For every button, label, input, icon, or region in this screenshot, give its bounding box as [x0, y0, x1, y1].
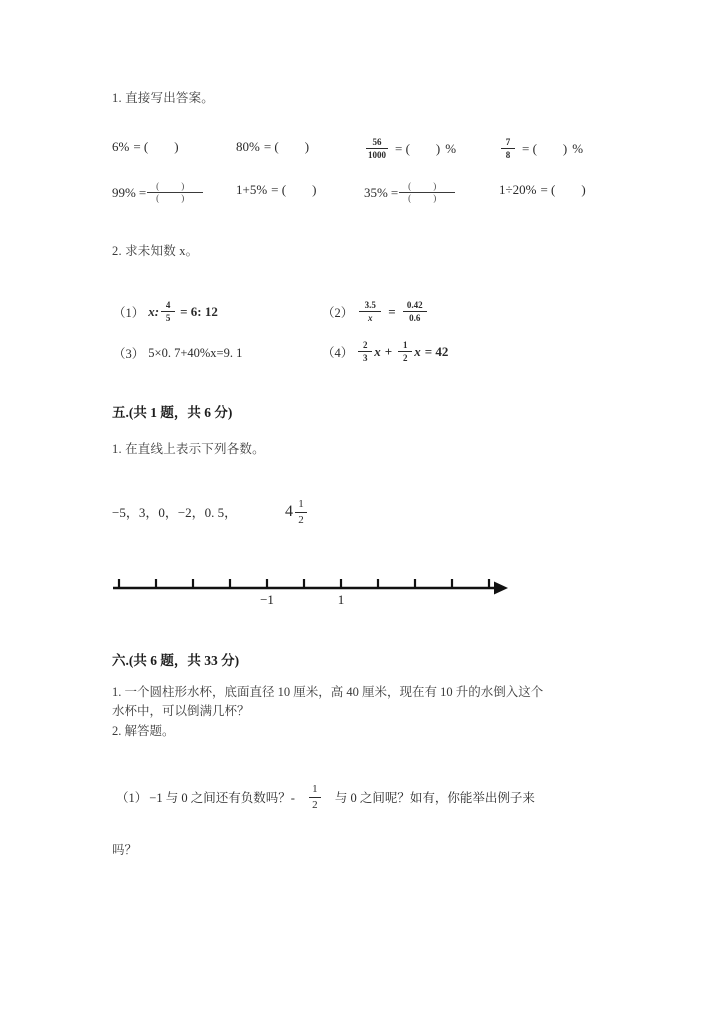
equation-1-number: （1） [113, 305, 145, 320]
fraction-bar [366, 148, 388, 149]
problem-1-1-close: ) [174, 139, 179, 154]
problem-1-3 [364, 137, 457, 161]
fraction-denominator: x [368, 313, 373, 324]
equation-item-4 [322, 340, 448, 364]
equation-3-text: 5×0. 7+40%x=9. 1 [148, 345, 243, 360]
fraction-56-over-1000 [366, 137, 388, 161]
problem-1-4 [499, 137, 584, 161]
fraction-denominator: 1000 [368, 150, 386, 161]
section-six-sub-question-1 [116, 783, 535, 811]
fraction-denominator: 8 [505, 150, 511, 161]
number-line-axis [110, 566, 510, 600]
problem-1-7-lhs: 35% [364, 184, 388, 200]
fraction-bar [295, 512, 307, 513]
section-one-heading: 1. 直接写出答案。 [112, 91, 215, 105]
fraction-3point5-over-x [359, 300, 381, 324]
section-six-question-2: 2. 解答题。 [112, 724, 175, 738]
problem-1-1 [112, 139, 179, 155]
number-line-label-negative-one: −1 [260, 592, 274, 607]
equation-4-var2: x [414, 343, 421, 359]
problem-1-4-close: ) [562, 140, 568, 156]
sub-question-text-a: −1 与 0 之间还有负数吗？- [149, 791, 295, 806]
section-five-numbers [112, 502, 237, 521]
fraction-numerator: 56 [372, 137, 382, 147]
problem-1-1-eq: = ( [133, 139, 149, 154]
problem-1-5-eq: = [138, 184, 147, 200]
problem-1-6-eq: = ( [271, 182, 287, 197]
problem-1-3-close: ) [435, 140, 441, 156]
equation-4-operator: + [384, 343, 393, 359]
problem-1-6-lhs: 1+5% [236, 182, 268, 197]
mixed-number-whole: 4 [285, 503, 293, 521]
problem-1-8-close: ) [581, 182, 586, 197]
fraction-numerator: 3.5 [364, 300, 376, 310]
problem-1-8-eq: = ( [540, 182, 556, 197]
question-1-line-2: 水杯中，可以倒满几杯？ [112, 704, 250, 718]
blank-numerator[interactable]: ( ) [156, 181, 195, 191]
problem-1-3-suffix: % [445, 140, 457, 156]
fraction-bar [403, 311, 427, 312]
fraction-denominator: 2 [298, 513, 304, 526]
fraction-numerator: 4 [165, 300, 171, 310]
mixed-number-4-and-half [285, 498, 309, 526]
blank-numerator[interactable]: ( ) [408, 181, 447, 191]
fraction-numerator: 2 [363, 340, 368, 350]
number-line-diagram [110, 566, 510, 618]
fraction-numerator: 7 [505, 137, 511, 147]
problem-1-7 [364, 182, 455, 203]
fraction-4-over-5 [161, 300, 175, 324]
sub-question-text-b: 与 0 之间呢？如有，你能举出例子来 [334, 791, 535, 806]
fraction-denominator: 0.6 [409, 313, 421, 324]
equation-3-number: （3） [113, 347, 145, 361]
equation-item-1 [113, 300, 218, 324]
section-five-question: 1. 在直线上表示下列各数。 [112, 442, 265, 456]
sub-question-text-c: 吗？ [112, 843, 138, 857]
number-line-label-one: 1 [337, 592, 345, 607]
fraction-2-over-3 [358, 340, 372, 364]
fraction-bar [501, 148, 515, 149]
fraction-1-over-2 [309, 783, 321, 811]
equation-item-3 [113, 344, 242, 362]
equation-2-equals: = [388, 303, 396, 319]
fraction-bar [309, 797, 321, 798]
fraction-bar [161, 311, 175, 312]
equation-item-2 [322, 300, 429, 324]
problem-1-2-eq: = ( [263, 139, 279, 154]
problem-1-2-lhs: 80% [236, 139, 260, 154]
fraction-numerator: 1 [312, 783, 318, 795]
problem-1-2 [236, 139, 309, 155]
fraction-denominator: 3 [363, 353, 368, 364]
equation-1-pre: x: [148, 303, 160, 319]
fraction-0point42-over-0point6 [403, 300, 427, 324]
numbers-list: −5，3，0，−2，0. 5， [112, 505, 238, 520]
problem-1-6 [236, 182, 316, 198]
question-1-line-1: 1. 一个圆柱形水杯，底面直径 10 厘米，高 40 厘米，现在有 10 升的水倒入这个 [112, 685, 544, 699]
equation-2-number: （2） [322, 305, 354, 320]
section-five-heading: 五.(共 1 题，共 6 分) [112, 405, 233, 420]
problem-1-8 [499, 182, 586, 198]
section-six-heading: 六.(共 6 题，共 33 分) [112, 653, 240, 668]
fraction-numerator: 1 [402, 340, 408, 350]
problem-1-4-eq: = ( [522, 140, 537, 156]
fraction-bar [398, 351, 412, 352]
fraction-numerator: 0.42 [406, 300, 423, 310]
fraction-7-over-8 [501, 137, 515, 161]
equation-4-var1: x [374, 343, 381, 359]
sub-question-number: （1） [116, 791, 148, 806]
problem-1-8-lhs: 1÷20% [499, 182, 537, 197]
section-six-question-1 [112, 683, 632, 721]
fraction-denominator: 2 [312, 798, 318, 811]
equation-1-post: = 6: 12 [180, 303, 218, 319]
fraction-numerator: 1 [298, 498, 304, 510]
problem-1-5-lhs: 99% [112, 184, 136, 200]
problem-1-6-close: ) [312, 182, 317, 197]
blank-denominator[interactable]: ( ) [156, 193, 195, 203]
answer-blank-fraction-1-7[interactable] [399, 182, 455, 203]
blank-denominator[interactable]: ( ) [408, 193, 447, 203]
fraction-1-over-2 [398, 340, 412, 364]
equation-4-number: （4） [322, 345, 354, 360]
answer-blank-fraction-1-5[interactable] [147, 182, 203, 203]
problem-1-7-eq: = [390, 184, 399, 200]
fraction-1-over-2 [295, 498, 307, 526]
section-two-heading: 2. 求未知数 x。 [112, 244, 199, 258]
problem-1-5 [112, 182, 203, 203]
fraction-bar [358, 351, 372, 352]
problem-1-4-suffix: % [572, 140, 584, 156]
problem-1-1-lhs: 6% [112, 139, 130, 154]
fraction-bar [359, 311, 381, 312]
equation-4-post: = 42 [424, 343, 449, 359]
fraction-denominator: 2 [402, 353, 408, 364]
problem-1-3-eq: = ( [395, 140, 410, 156]
fraction-denominator: 5 [165, 313, 171, 324]
problem-1-2-close: ) [304, 139, 310, 154]
